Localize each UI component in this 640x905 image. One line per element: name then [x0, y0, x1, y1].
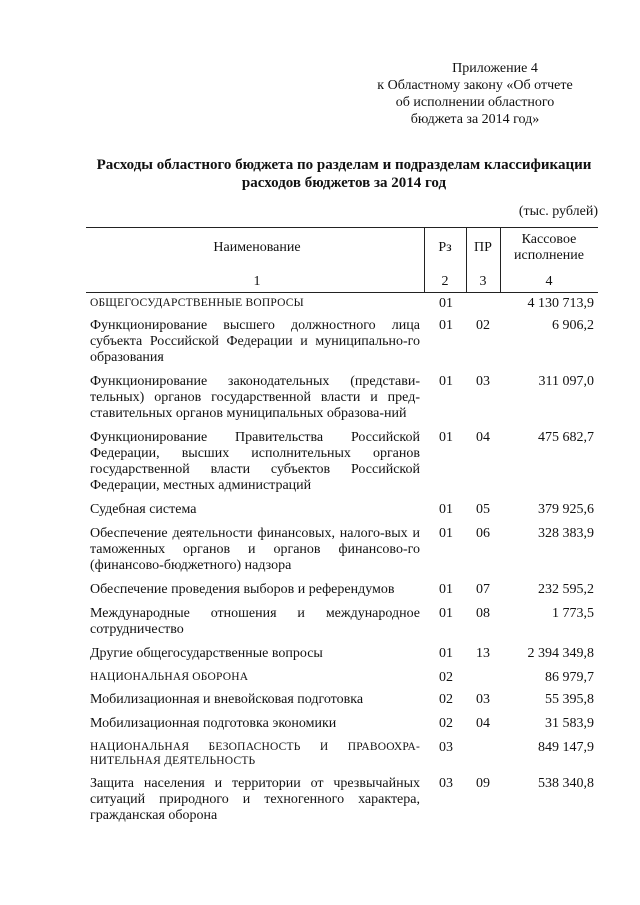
table-row — [90, 374, 598, 422]
table-row — [90, 740, 598, 768]
header-exec-line-1: Кассовое — [521, 232, 577, 247]
row-value: 2 394 349,8 — [527, 646, 594, 661]
table-row — [90, 646, 598, 662]
row-value: 311 097,0 — [538, 374, 594, 389]
table-row — [90, 776, 598, 824]
document-title — [84, 156, 604, 192]
row-section-code: 02 — [439, 670, 453, 685]
row-name: Обеспечение проведения выборов и референдумов — [90, 582, 395, 597]
row-value: 538 340,8 — [538, 776, 594, 791]
table-row — [90, 582, 598, 598]
row-value: 86 979,7 — [545, 670, 594, 685]
row-section-code: 03 — [439, 776, 453, 791]
table-row — [90, 502, 598, 518]
row-value: 849 147,9 — [538, 740, 594, 755]
row-name: Судебная система — [90, 502, 197, 517]
header-exec-line-2: исполнение — [514, 248, 584, 263]
header-rz: Рз — [438, 240, 452, 255]
table-top-rule — [86, 227, 598, 228]
column-number: 1 — [253, 274, 261, 289]
appendix-header — [340, 60, 610, 128]
table-row — [90, 606, 598, 638]
header-pr: ПР — [474, 240, 492, 255]
table-row — [90, 318, 598, 366]
table-row — [90, 670, 598, 684]
column-number: 2 — [441, 274, 449, 289]
row-name: Мобилизационная подготовка экономики — [90, 716, 337, 731]
row-subsection-code: 04 — [476, 716, 490, 731]
row-value: 4 130 713,9 — [527, 296, 594, 311]
row-section-code: 01 — [439, 430, 453, 445]
row-name: Международные отношения и международное сотрудничество — [90, 606, 420, 637]
row-section-code: 01 — [439, 318, 453, 333]
row-section-code: 01 — [439, 582, 453, 597]
row-value: 379 925,6 — [538, 502, 594, 517]
row-value: 55 395,8 — [545, 692, 594, 707]
row-section-code: 01 — [439, 502, 453, 517]
row-value: 31 583,9 — [545, 716, 594, 731]
table-row — [90, 526, 598, 574]
row-subsection-code: 13 — [476, 646, 490, 661]
row-subsection-code: 02 — [476, 318, 490, 333]
row-subsection-code: 07 — [476, 582, 490, 597]
column-number: 4 — [545, 274, 553, 289]
row-section-code: 01 — [439, 374, 453, 389]
table-body — [90, 296, 598, 832]
row-name: НАЦИОНАЛЬНАЯ ОБОРОНА — [90, 671, 249, 683]
appendix-line-3: об исполнении областного — [395, 95, 555, 110]
row-subsection-code: 09 — [476, 776, 490, 791]
row-section-code: 01 — [439, 646, 453, 661]
units-label: (тыс. рублей) — [518, 204, 598, 219]
table-row — [90, 296, 598, 310]
row-section-code: 01 — [439, 606, 453, 621]
row-value: 6 906,2 — [552, 318, 594, 333]
row-section-code: 02 — [439, 692, 453, 707]
title-line-2: расходов бюджетов за 2014 год — [241, 175, 447, 191]
row-name: Защита населения и территории от чрезвычайных ситуаций природного и техногенного характера, гражданская оборона — [90, 776, 420, 823]
row-name: Функционирование законодательных (представи-тельных) органов государственной власти и пред-ставительных органов муниципальных образова-ний — [90, 374, 420, 421]
row-subsection-code: 06 — [476, 526, 490, 541]
header-name: Наименование — [213, 240, 301, 255]
row-value: 475 682,7 — [538, 430, 594, 445]
row-subsection-code: 04 — [476, 430, 490, 445]
row-name: Обеспечение деятельности финансовых, налого-вых и таможенных органов и органов финансово-го (финансово-бюджетного) надзора — [90, 526, 420, 573]
row-subsection-code: 03 — [476, 374, 490, 389]
title-line-1: Расходы областного бюджета по разделам и подразделам классификации — [96, 157, 592, 173]
appendix-number: Приложение 4 — [452, 61, 538, 76]
table-row — [90, 430, 598, 494]
row-name: Функционирование высшего должностного лица субъекта Российской Федерации и муниципально-го образования — [90, 318, 420, 365]
table-row — [90, 692, 598, 708]
row-subsection-code: 08 — [476, 606, 490, 621]
row-subsection-code: 05 — [476, 502, 490, 517]
row-section-code: 03 — [439, 740, 453, 755]
row-name: Другие общегосударственные вопросы — [90, 646, 323, 661]
column-number: 3 — [479, 274, 487, 289]
table-header-rule — [86, 292, 598, 293]
row-name: Мобилизационная и вневойсковая подготовка — [90, 692, 364, 707]
appendix-line-2: к Областному закону «Об отчете — [377, 78, 573, 93]
row-name: НАЦИОНАЛЬНАЯ БЕЗОПАСНОСТЬ И ПРАВООХРА-НИТЕЛЬНАЯ ДЕЯТЕЛЬНОСТЬ — [90, 741, 420, 767]
table-row — [90, 716, 598, 732]
row-section-code: 01 — [439, 296, 453, 311]
appendix-line-4: бюджета за 2014 год» — [410, 112, 540, 127]
row-subsection-code: 03 — [476, 692, 490, 707]
row-value: 1 773,5 — [552, 606, 594, 621]
row-name: ОБЩЕГОСУДАРСТВЕННЫЕ ВОПРОСЫ — [90, 297, 304, 309]
row-value: 232 595,2 — [538, 582, 594, 597]
row-section-code: 02 — [439, 716, 453, 731]
row-value: 328 383,9 — [538, 526, 594, 541]
row-name: Функционирование Правительства Российской Федерации, высших исполнительных органов государственной власти субъектов Российской Федерации, местных администраций — [90, 430, 420, 493]
row-section-code: 01 — [439, 526, 453, 541]
